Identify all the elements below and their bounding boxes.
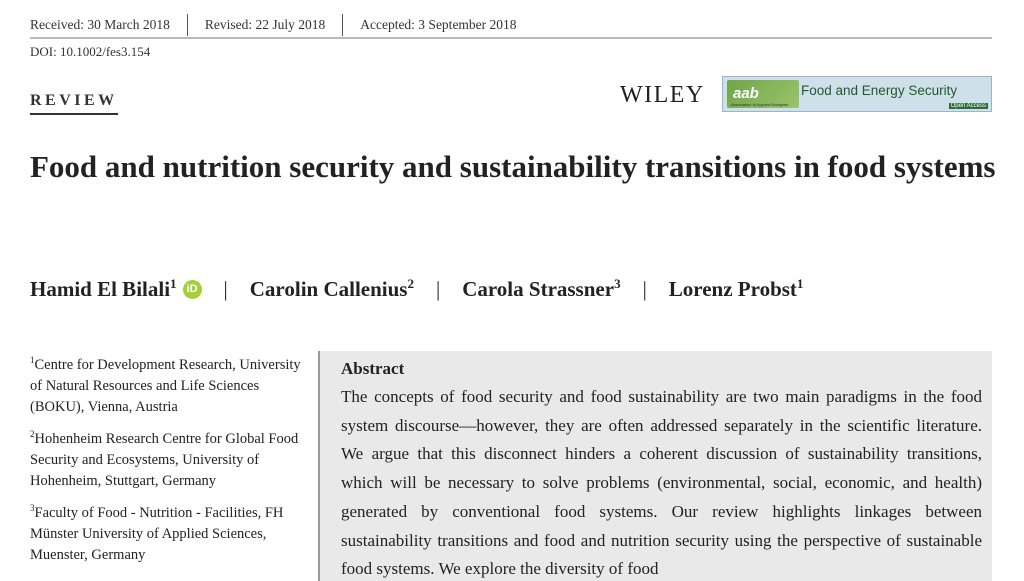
date-divider [342,14,343,36]
affiliations [30,350,315,572]
accepted-date: Accepted: 3 September 2018 [360,16,517,32]
doi[interactable]: DOI: 10.1002/fes3.154 [30,44,151,59]
open-access-badge: Open Access [950,103,986,109]
author[interactable]: Carolin Callenius$^2$ [249,276,414,301]
author-list [30,276,803,302]
affiliation-marker: 2 [407,276,414,291]
affiliation-item: $^1$Centre for Development Research, University of Natural Resources and Life Sciences (BOKU), Vienna, Austria [30,355,301,415]
affiliation-marker: 3 [614,276,621,291]
author-separator: | [642,276,647,301]
author-separator: | [435,276,441,301]
abstract-heading: Abstract [341,359,405,378]
aab-org-name: Association of Applied Biologists [731,102,789,107]
journal-logo[interactable] [722,76,992,112]
date-divider [187,14,188,36]
author-separator: | [223,276,228,301]
received-date: Received: 30 March 2018 [30,16,170,32]
aab-logo-icon [727,80,799,108]
affiliation-item: $^2$Hohenheim Research Centre for Global Food Security and Ecosystems, University of Hohenheim, Stuttgart, Germany [30,429,299,489]
aab-mark: aab [733,85,759,102]
affiliation-marker: 1 [796,276,804,291]
affiliation-marker: 1 [170,276,177,291]
author[interactable]: Carola Strassner$^3$ [462,276,621,301]
abstract-box [318,351,992,581]
article-type: REVIEW [30,92,118,115]
abstract-text: The concepts of food security and food sustainability are two main paradigms in the food system discourse—however, they are often addressed separately in the scientific literature. We argue that this disconnect hinders a coherent discussion of sustainability transitions, which will be necessary to solve problems (environmental, social, economic, and health) generated by conventional food systems. Our review highlights linkages between sustainability transitions and food and nutrition security using the perspective of sustainable food systems. We explore the diversity of food [341,387,982,579]
journal-name: Food and Energy Security [801,83,958,98]
publisher-logo[interactable]: WILEY [620,82,705,108]
revised-date: Revised: 22 July 2018 [204,16,326,32]
article-dates [30,12,992,39]
author[interactable]: Hamid El Bilali$^1$ [30,276,177,301]
affiliation-item: $^3$Faculty of Food - Nutrition - Facilities, FH Münster University of Applied Sciences, Muenster, Germany [30,503,284,563]
orcid-icon[interactable]: iD [183,280,202,299]
article-title: Food and nutrition security and sustainability transitions in food systems [30,149,996,184]
author[interactable]: Lorenz Probst$^1$ [668,276,804,301]
